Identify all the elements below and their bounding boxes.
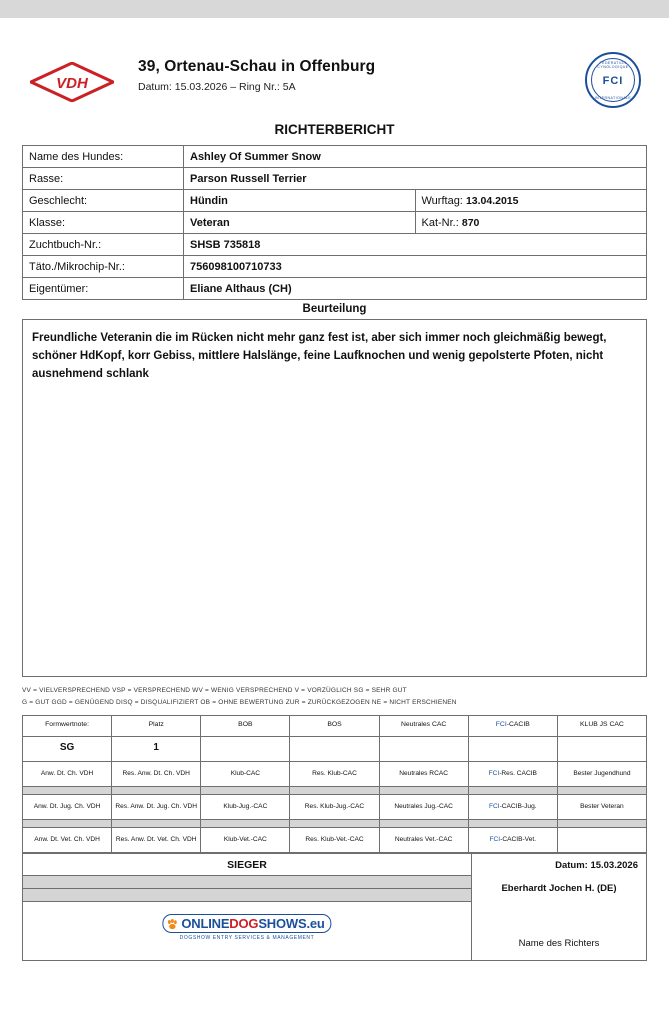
awards-neutrales-jug-cac[interactable]: Neutrales Jug.-CAC	[379, 794, 468, 819]
spacer-cell	[379, 786, 468, 794]
page-title: 39, Ortenau-Schau in Offenburg	[138, 58, 376, 75]
awards-col-bob: BOB	[201, 715, 290, 736]
table-row	[23, 761, 647, 786]
judge-caption: Name des Richters	[518, 937, 600, 949]
label-sex: Geschlecht:	[23, 190, 184, 212]
awards-anw-dt-jug-ch-vdh[interactable]: Anw. Dt. Jug. Ch. VDH	[23, 794, 112, 819]
awards-bester-veteran[interactable]: Bester Veteran	[557, 794, 646, 819]
document-inner	[22, 40, 647, 961]
awards-col-neutrales-cac: Neutrales CAC	[379, 715, 468, 736]
awards-klub-vet-cac[interactable]: Klub-Vet.-CAC	[201, 827, 290, 852]
awards-neutrales-rcac[interactable]: Neutrales RCAC	[379, 761, 468, 786]
awards-res-anw-dt-jug-ch-vdh[interactable]: Res. Anw. Dt. Jug. Ch. VDH	[112, 794, 201, 819]
spacer-cell	[23, 819, 112, 827]
sieger-cell	[23, 853, 472, 960]
awards-table	[22, 715, 647, 853]
assessment-box	[22, 319, 647, 677]
spacer-cell	[557, 786, 646, 794]
awards-col-klub-js-cac: KLUB JS CAC	[557, 715, 646, 736]
awards-klub-jug-cac[interactable]: Klub-Jug.-CAC	[201, 794, 290, 819]
fci-label: FCI	[602, 75, 624, 87]
value-class: Veteran	[184, 212, 416, 234]
logo-eu-text: .eu	[306, 915, 325, 931]
logo-shows-text: SHOWS	[258, 915, 307, 931]
label-breed: Rasse:	[23, 168, 184, 190]
value-catalog	[415, 212, 647, 234]
value-owner: Eliane Althaus (CH)	[184, 278, 647, 300]
footer-table	[22, 853, 647, 961]
awards-col-formwertnote: Formwertnote:	[23, 715, 112, 736]
sieger-label: SIEGER	[227, 858, 267, 871]
awards-spacer-row	[23, 819, 647, 827]
label-studbook: Zuchtbuch-Nr.:	[23, 234, 184, 256]
fci-arc-bottom-label: INTERNATIONALE	[594, 96, 632, 100]
assessment-text: Freundliche Veteranin die im Rücken nicht mehr ganz fest ist, aber sich immer noch gleichmäßig bewegt, schöner HdKopf, korr Gebiss, mittlere Halslänge, feine Laufknochen und wenig gepolsterte Pfoten, nicht ausnehmend schlank	[32, 332, 607, 380]
table-row	[23, 736, 647, 761]
awards-col-platz: Platz	[112, 715, 201, 736]
judge-name: Eberhardt Jochen H. (DE)	[501, 882, 617, 894]
vdh-diamond-icon	[30, 62, 114, 102]
label-class: Klasse:	[23, 212, 184, 234]
table-row	[23, 278, 647, 300]
awards-cacib-jug[interactable]: FCI-CACIB-Jug.	[468, 794, 557, 819]
onlinedogshows-logo[interactable]	[162, 914, 331, 941]
awards-bester-jugendhund[interactable]: Bester Jugendhund	[557, 761, 646, 786]
judge-date-wrap	[472, 854, 646, 871]
awards-neutrales-vet-cac[interactable]: Neutrales Vet.-CAC	[379, 827, 468, 852]
spacer-cell	[468, 786, 557, 794]
awards-anw-dt-vet-ch-vdh[interactable]: Anw. Dt. Vet. Ch. VDH	[23, 827, 112, 852]
table-row	[23, 190, 647, 212]
fci-arc-top-label: FÉDÉRATION CYNOLOGIQUE	[597, 61, 629, 69]
assessment-heading: Beurteilung	[302, 303, 367, 315]
spacer-cell	[23, 786, 112, 794]
table-row	[23, 212, 647, 234]
table-row	[23, 827, 647, 852]
fci-circle-icon	[585, 52, 641, 108]
sponsor-logo-cell	[23, 902, 471, 960]
label-dog-name: Name des Hundes:	[23, 146, 184, 168]
paw-icon	[166, 918, 178, 930]
label-catalog: Kat-Nr.:	[421, 216, 459, 229]
vdh-logo	[30, 62, 114, 102]
awards-res-anw-dt-ch-vdh[interactable]: Res. Anw. Dt. Ch. VDH	[112, 761, 201, 786]
onlinedogshows-wordmark	[162, 914, 331, 933]
value-studbook: SHSB 735818	[184, 234, 647, 256]
awards-bos-value[interactable]	[290, 736, 379, 761]
table-row	[23, 794, 647, 819]
awards-spacer-row	[23, 786, 647, 794]
spacer-cell	[290, 786, 379, 794]
fci-logo	[585, 52, 641, 108]
awards-res-cacib[interactable]: FCI-Res. CACIB	[468, 761, 557, 786]
svg-text:VDH: VDH	[56, 75, 88, 92]
awards-neutral-cac-value[interactable]	[379, 736, 468, 761]
table-row	[23, 146, 647, 168]
dog-info-table	[22, 145, 647, 300]
value-chip: 756098100710733	[184, 256, 647, 278]
report-title: RICHTERBERICHT	[274, 122, 395, 137]
awards-klub-cac[interactable]: Klub-CAC	[201, 761, 290, 786]
judge-cell	[472, 853, 647, 960]
awards-header-row	[23, 715, 647, 736]
judge-date: Datum: 15.03.2026	[555, 859, 638, 871]
document-header	[22, 40, 647, 110]
value-sex: Hündin	[184, 190, 416, 212]
awards-empty-cell[interactable]	[557, 827, 646, 852]
sieger-bar-2	[23, 889, 471, 902]
awards-col-cacib: FCI-CACIB	[468, 715, 557, 736]
legend-line-2: G = GUT GGD = GENÜGEND DISQ = DISQUALIFIZIERT OB = OHNE BEWERTUNG ZUR = ZURÜCKGEZOGEN NE = NICHT ERSCHIENEN	[22, 699, 457, 707]
awards-cacib-vet[interactable]: FCI-CACIB-Vet.	[468, 827, 557, 852]
birthdate-value: 13.04.2015	[465, 194, 519, 207]
logo-online-text: ONLINE	[181, 915, 230, 931]
spacer-cell	[290, 819, 379, 827]
spacer-cell	[112, 786, 201, 794]
table-row	[23, 853, 647, 960]
table-row	[23, 234, 647, 256]
spacer-cell	[379, 819, 468, 827]
logo-tagline: DOGSHOW ENTRY SERVICES & MANAGEMENT	[179, 934, 315, 941]
value-dog-name: Ashley Of Summer Snow	[184, 146, 647, 168]
awards-anw-dt-ch-vdh[interactable]: Anw. Dt. Ch. VDH	[23, 761, 112, 786]
awards-res-klub-cac[interactable]: Res. Klub-CAC	[290, 761, 379, 786]
table-row	[23, 168, 647, 190]
legend-line-1: VV = VIELVERSPRECHEND VSP = VERSPRECHEND WV = WENIG VERSPRECHEND V = VORZÜGLICH SG = SEHR GUT	[22, 687, 407, 694]
awards-grade-value[interactable]: SG	[23, 736, 112, 761]
title-block	[138, 58, 375, 93]
spacer-cell	[468, 819, 557, 827]
logo-dog-text: DOG	[229, 915, 259, 931]
value-breed: Parson Russell Terrier	[184, 168, 647, 190]
label-birthdate: Wurftag:	[421, 194, 463, 207]
label-chip: Täto./Mikrochip-Nr.:	[23, 256, 184, 278]
awards-klub-js-cac-value[interactable]	[557, 736, 646, 761]
awards-cacib-value[interactable]	[468, 736, 557, 761]
value-birthdate	[415, 190, 647, 212]
grade-legend	[22, 685, 647, 710]
awards-res-klub-vet-cac[interactable]: Res. Klub-Vet.-CAC	[290, 827, 379, 852]
sieger-bar-1	[23, 875, 471, 889]
catalog-value: 870	[461, 216, 480, 229]
spacer-cell	[112, 819, 201, 827]
label-owner: Eigentümer:	[23, 278, 184, 300]
table-row	[23, 256, 647, 278]
awards-bob-value[interactable]	[201, 736, 290, 761]
awards-res-anw-dt-vet-ch-vdh[interactable]: Res. Anw. Dt. Vet. Ch. VDH	[112, 827, 201, 852]
awards-res-klub-jug-cac[interactable]: Res. Klub-Jug.-CAC	[290, 794, 379, 819]
event-subtitle: Datum: 15.03.2026 – Ring Nr.: 5A	[138, 81, 296, 93]
awards-col-bos: BOS	[290, 715, 379, 736]
spacer-cell	[201, 819, 290, 827]
awards-place-value[interactable]: 1	[112, 736, 201, 761]
spacer-cell	[557, 819, 646, 827]
spacer-cell	[201, 786, 290, 794]
document-page	[0, 18, 669, 1030]
